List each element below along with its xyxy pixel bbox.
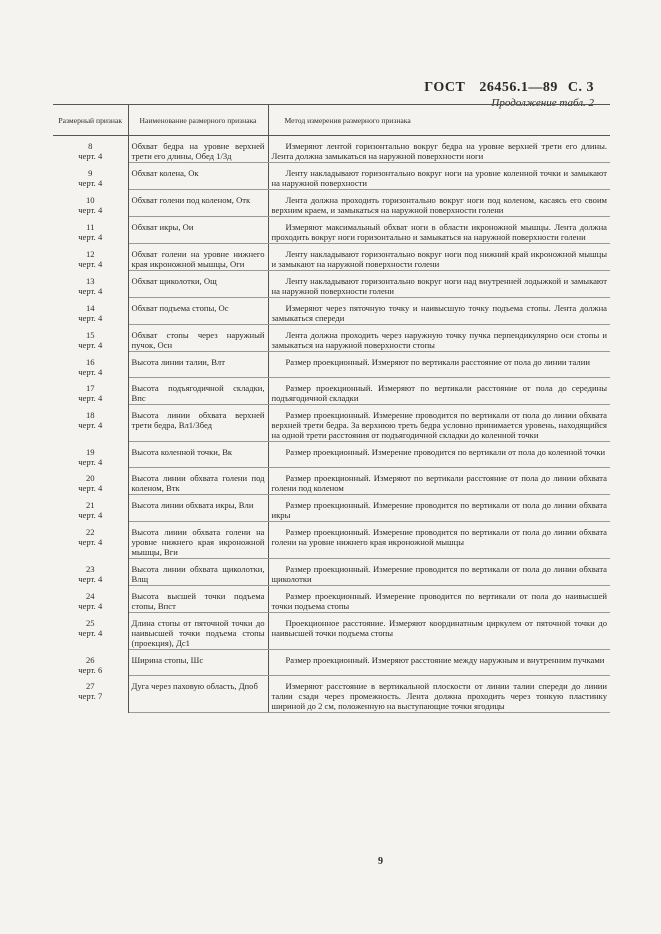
feature-number: 9: [88, 167, 93, 178]
feature-name: Высота линии обхвата голени на уровне нижнего края икроножной мышцы, Вги: [128, 522, 268, 559]
page-mark: 9: [378, 856, 383, 867]
measurement-method: Размер проекционный. Измерение проводится по вертикали от пола до линии обхвата голени на уровне нижнего края икроножной мышцы: [268, 522, 610, 559]
row-number-cell: [53, 613, 128, 650]
feature-number: 22: [85, 526, 95, 537]
feature-name: Высота линии обхвата щиколотки, Влщ: [128, 559, 268, 586]
feature-number: 21: [85, 499, 95, 510]
feature-number: 15: [85, 329, 95, 340]
drawing-reference: черт. 4: [78, 177, 103, 188]
measurement-method: Измеряют максимальный обхват ноги в области икроножной мышцы. Лента должна проходить вокруг ноги горизонтально и замыкаться на наружной поверхности голени: [268, 217, 610, 244]
row-number-cell: [53, 244, 128, 271]
drawing-reference: черт. 4: [78, 509, 103, 520]
feature-name: Обхват колена, Ок: [128, 163, 268, 190]
row-number-cell: [53, 217, 128, 244]
table-row: [53, 613, 610, 650]
measurement-method: Размер проекционный. Измеряют расстояние между наружным и внутренним пучками: [268, 650, 610, 676]
row-number-cell: [53, 352, 128, 378]
drawing-reference: черт. 4: [78, 627, 103, 638]
drawing-reference: черт. 4: [78, 285, 103, 296]
feature-name: Высота высшей точки подъема стопы, Впст: [128, 586, 268, 613]
measurement-method: Измеряют расстояние в вертикальной плоскости от линии талии спереди до линии талии сзади через промежность. Лента должна проходить через тонкую пластинку шириной до 2 см, положенную на выступающие точки ягодицы: [268, 676, 610, 713]
table-row: [53, 244, 610, 271]
feature-number: 26: [85, 654, 95, 665]
feature-number: 13: [85, 275, 95, 286]
feature-name: Обхват бедра на уровне верхней трети его длины, Обед 1/3д: [128, 136, 268, 163]
feature-number: 11: [86, 221, 95, 232]
feature-number: 12: [85, 248, 95, 259]
table-row: [53, 298, 610, 325]
row-number-cell: [53, 405, 128, 442]
measurement-method: Размер проекционный. Измерение проводится по вертикали от пола до линии обхвата икры: [268, 495, 610, 522]
feature-name: Длина стопы от пяточной точки до наивысшей точки подъема стопы (проекция), Дс1: [128, 613, 268, 650]
table-row: [53, 378, 610, 405]
row-number-cell: [53, 586, 128, 613]
table-continuation-caption: Продолжение табл. 2: [491, 97, 594, 109]
measurement-method: Размер проекционный. Измерение проводится по вертикали от пола до линии обхвата щиколотки: [268, 559, 610, 586]
table-row: [53, 650, 610, 676]
table-row: [53, 676, 610, 713]
drawing-reference: черт. 7: [78, 690, 103, 701]
row-number-cell: [53, 442, 128, 468]
row-number-cell: [53, 650, 128, 676]
feature-name: Обхват подъема стопы, Ос: [128, 298, 268, 325]
table-row: [53, 217, 610, 244]
header-title: [424, 80, 594, 96]
feature-name: Высота линии обхвата икры, Вли: [128, 495, 268, 522]
drawing-reference: черт. 4: [78, 419, 103, 430]
feature-number: 14: [85, 302, 95, 313]
table-row: [53, 163, 610, 190]
feature-number: 17: [85, 382, 95, 393]
feature-name: Высота линии обхвата верхней трети бедра, Вл1/3бед: [128, 405, 268, 442]
table-header-row: [53, 105, 610, 136]
table-body: [53, 136, 610, 713]
feature-name: Высота линии обхвата голени под коленом, Втк: [128, 468, 268, 495]
drawing-reference: черт. 4: [78, 456, 103, 467]
table-row: [53, 405, 610, 442]
feature-name: Дуга через паховую область, Дпоб: [128, 676, 268, 713]
measurement-method: Ленту накладывают горизонтально вокруг ноги на уровне коленной точки и замыкают на наружной поверхности: [268, 163, 610, 190]
feature-number: 20: [85, 472, 95, 483]
row-number-cell: [53, 468, 128, 495]
feature-name: Обхват щиколотки, Ощ: [128, 271, 268, 298]
table-row: [53, 522, 610, 559]
table-row: [53, 586, 610, 613]
drawing-reference: черт. 4: [78, 573, 103, 584]
drawing-reference: черт. 4: [78, 366, 103, 377]
drawing-reference: черт. 4: [78, 312, 103, 323]
row-number-cell: [53, 271, 128, 298]
row-number-cell: [53, 676, 128, 713]
feature-name: Высота коленной точки, Вк: [128, 442, 268, 468]
row-number-cell: [53, 378, 128, 405]
row-number-cell: [53, 190, 128, 217]
feature-name: Обхват голени под коленом, Отк: [128, 190, 268, 217]
table-row: [53, 136, 610, 163]
feature-number: 27: [85, 680, 95, 691]
feature-number: 16: [85, 356, 95, 367]
row-number-cell: [53, 136, 128, 163]
table-row: [53, 468, 610, 495]
measurement-method: Проекционное расстояние. Измеряют координатным циркулем от пяточной точки до наивысшей точки подъема стопы: [268, 613, 610, 650]
feature-number: 19: [85, 446, 95, 457]
drawing-reference: черт. 4: [78, 258, 103, 269]
drawing-reference: черт. 4: [78, 231, 103, 242]
column-header-name: Наименование размерного признака: [128, 105, 268, 136]
feature-name: Обхват стопы через наружный пучок, Осн: [128, 325, 268, 352]
measurement-method: Размер проекционный. Измеряют по вертикали расстояние от пола до линии обхвата голени под коленом: [268, 468, 610, 495]
drawing-reference: черт. 6: [78, 664, 103, 675]
feature-name: Высота линии талии, Влт: [128, 352, 268, 378]
table-row: [53, 271, 610, 298]
measurement-method: Измеряют через пяточную точку и наивысшую точку подъема стопы. Лента должна замыкаться спереди: [268, 298, 610, 325]
measurement-method: Размер проекционный. Измерение проводится по вертикали от пола до линии обхвата верхней трети бедра. За верхнюю треть бедра условно принимается уровень, находящийся на одной трети расстояния от подъягодичной складки до коленной точки: [268, 405, 610, 442]
drawing-reference: черт. 4: [78, 392, 103, 403]
row-number-cell: [53, 559, 128, 586]
feature-name: Высота подъягодичной складки, Впс: [128, 378, 268, 405]
row-number-cell: [53, 163, 128, 190]
feature-number: 8: [88, 141, 93, 151]
measurement-method: Лента должна проходить через наружную точку пучка перпендикулярно оси стопы и замыкаться на наружной поверхности стопы: [268, 325, 610, 352]
measurement-method: Измеряют лентой горизонтально вокруг бедра на уровне верхней трети его длины. Лента должна замыкаться на наружной поверхности ноги: [268, 136, 610, 163]
measurement-table: [53, 104, 610, 713]
column-header-method: Метод измерения размерного признака: [268, 105, 610, 136]
measurement-method: Размер проекционный. Измеряют по вертикали расстояние от пола до линии талии: [268, 352, 610, 378]
drawing-reference: черт. 4: [78, 204, 103, 215]
measurement-method: Размер проекционный. Измерение проводится по вертикали от пола до коленной точки: [268, 442, 610, 468]
feature-name: Ширина стопы, Шс: [128, 650, 268, 676]
drawing-reference: черт. 4: [78, 536, 103, 547]
column-header-feature: Размерный признак: [53, 105, 128, 136]
table-row: [53, 495, 610, 522]
table-row: [53, 442, 610, 468]
row-number-cell: [53, 298, 128, 325]
measurement-method: Размер проекционный. Измерение проводится по вертикали от пола до наивысшей точки подъема стопы: [268, 586, 610, 613]
measurement-method: Ленту накладывают горизонтально вокруг ноги под нижний край икроножной мышцы и замыкают на наружной поверхности голени: [268, 244, 610, 271]
feature-name: Обхват икры, Ои: [128, 217, 268, 244]
feature-number: 18: [85, 409, 95, 420]
standard-number: 26456.1—89: [479, 80, 558, 95]
feature-number: 24: [85, 590, 95, 601]
feature-name: Обхват голени на уровне нижнего края икроножной мышцы, Оги: [128, 244, 268, 271]
feature-number: 10: [85, 194, 95, 205]
drawing-reference: черт. 4: [78, 339, 103, 350]
row-number-cell: [53, 325, 128, 352]
drawing-reference: черт. 4: [78, 482, 103, 493]
table-row: [53, 190, 610, 217]
row-number-cell: [53, 522, 128, 559]
row-number-cell: [53, 495, 128, 522]
table-row: [53, 559, 610, 586]
measurement-method: Ленту накладывают горизонтально вокруг ноги над внутренней лодыжкой и замыкают на наружной поверхности голени: [268, 271, 610, 298]
table-row: [53, 352, 610, 378]
gost-label: ГОСТ: [424, 80, 466, 95]
drawing-reference: черт. 4: [78, 151, 103, 161]
page-number: С. 3: [567, 80, 594, 95]
drawing-reference: черт. 4: [78, 600, 103, 611]
feature-number: 23: [85, 563, 95, 574]
measurement-method: Лента должна проходить горизонтально вокруг ноги под коленом, касаясь его своим верхним краем, и замыкаться на наружной поверхности голени: [268, 190, 610, 217]
measurement-method: Размер проекционный. Измеряют по вертикали расстояние от пола до середины подъягодичной складки: [268, 378, 610, 405]
table-row: [53, 325, 610, 352]
feature-number: 25: [85, 617, 95, 628]
